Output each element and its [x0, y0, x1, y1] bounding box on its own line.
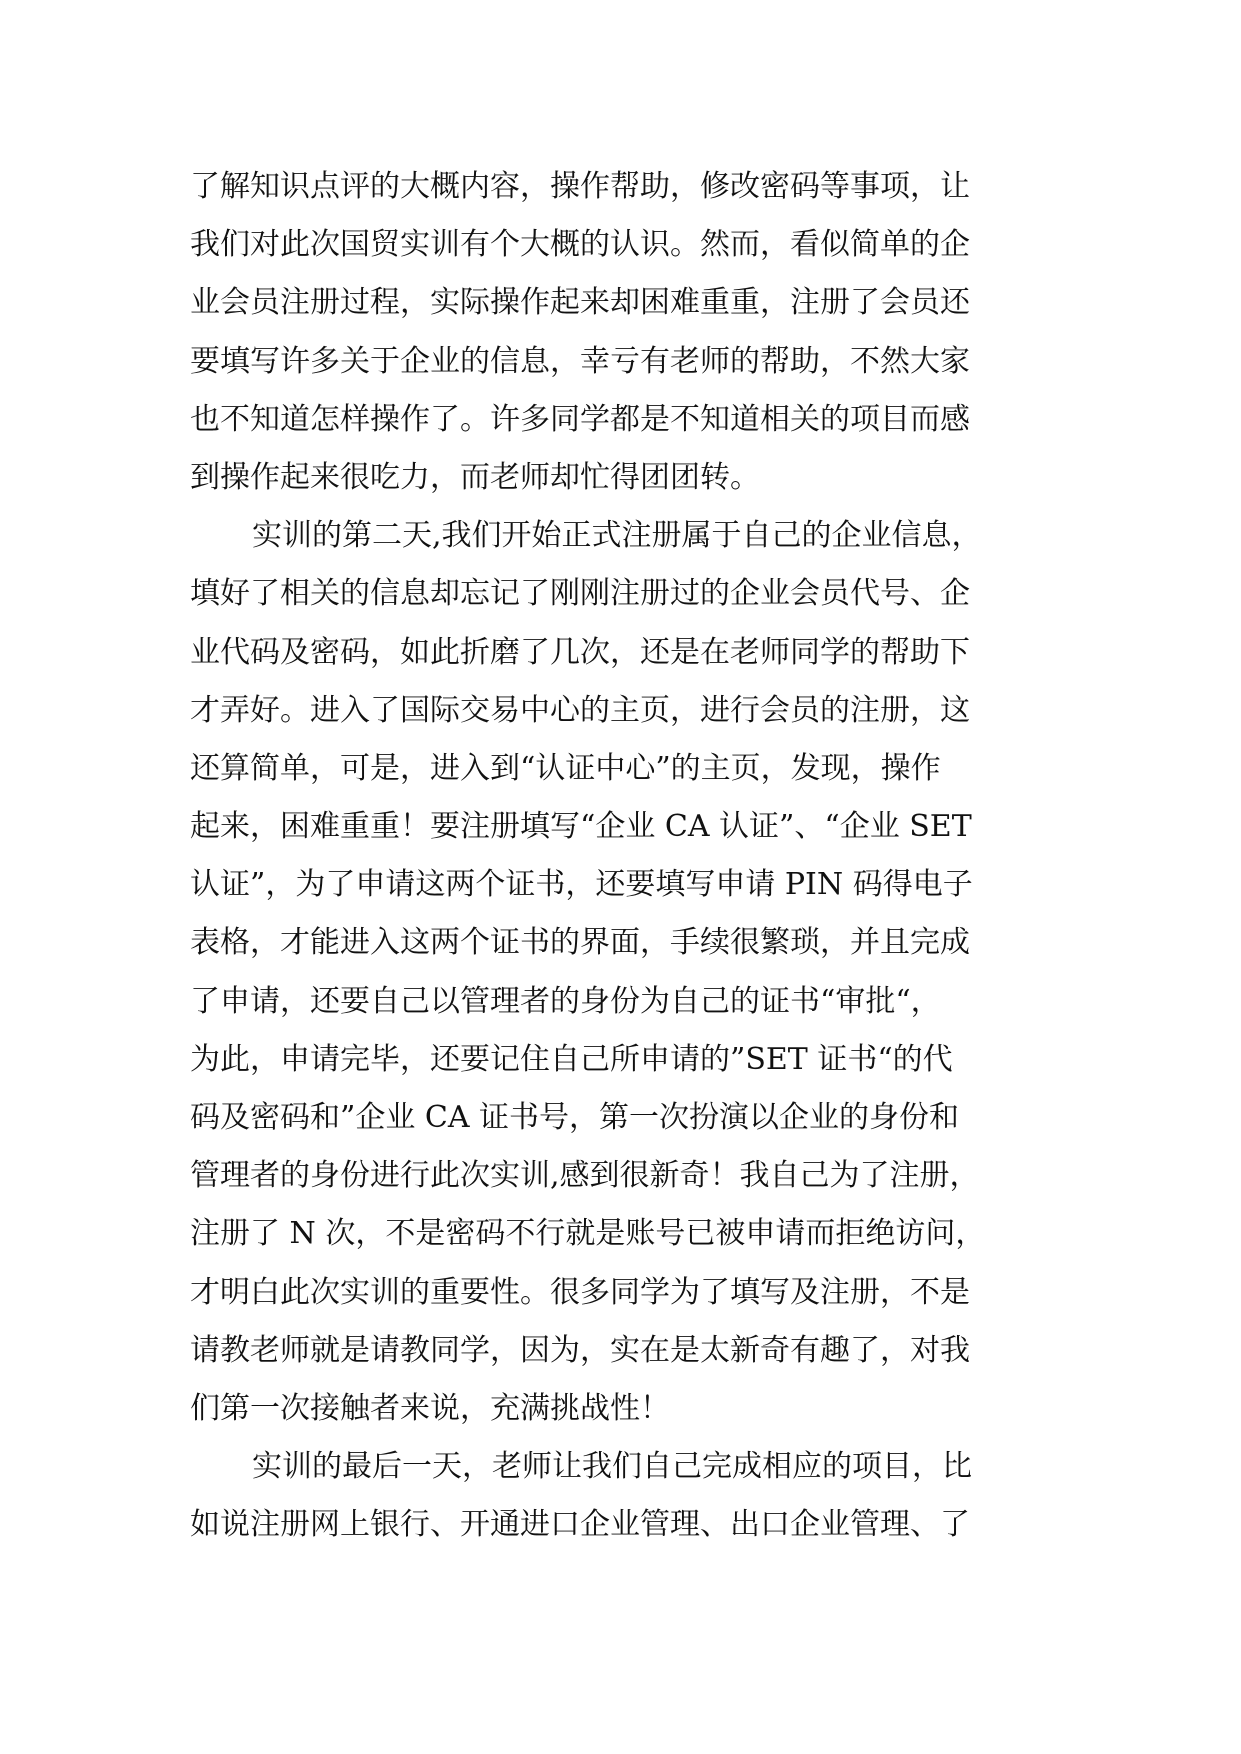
text-line: 了申请，还要自己以管理者的身份为自己的证书“审批“， [190, 983, 941, 1019]
text-line: 了解知识点评的大概内容，操作帮助，修改密码等事项，让 [190, 169, 970, 204]
text-line: 业代码及密码，如此折磨了几次，还是在老师同学的帮助下 [190, 634, 970, 670]
text-line: 们第一次接触者来说，充满挑战性！ [190, 1390, 670, 1426]
text-line: 要填写许多关于企业的信息，幸亏有老师的帮助，不然大家 [190, 343, 970, 379]
paragraph-start-line: 实训的第二天,我们开始正式注册属于自己的企业信息， [252, 518, 982, 554]
text-line: 表格，才能进入这两个证书的界面，手续很繁琐，并且完成 [190, 925, 970, 961]
text-line: 请教老师就是请教同学，因为，实在是太新奇有趣了，对我 [190, 1332, 970, 1368]
text-line: 还算简单，可是，进入到“认证中心”的主页，发现，操作 [190, 750, 941, 786]
text-line: 如说注册网上银行、开通进口企业管理、出口企业管理、了 [190, 1507, 970, 1543]
text-line: 填好了相关的信息却忘记了刚刚注册过的企业会员代号、企 [190, 576, 970, 612]
text-line: 业会员注册过程，实际操作起来却困难重重，注册了会员还 [190, 285, 970, 321]
body-text [190, 158, 1055, 1555]
text-line: 我们对此次国贸实训有个大概的认识。然而，看似简单的企 [190, 227, 970, 263]
text-line: 到操作起来很吃力，而老师却忙得团团转。 [190, 459, 760, 495]
text-line: 注册了 N 次，不是密码不行就是账号已被申请而拒绝访问， [190, 1216, 986, 1252]
text-line: 码及密码和”企业 CA 证书号，第一次扮演以企业的身份和 [190, 1100, 960, 1135]
text-line: 起来，困难重重！要注册填写“企业 CA 认证”、“企业 SET [190, 809, 972, 845]
text-line: 为此，申请完毕，还要记住自己所申请的”SET 证书“的代 [190, 1041, 953, 1077]
text-line: 管理者的身份进行此次实训,感到很新奇！我自己为了注册， [190, 1158, 980, 1194]
text-line: 才明白此次实训的重要性。很多同学为了填写及注册，不是 [190, 1274, 970, 1310]
paragraph-start-line: 实训的最后一天，老师让我们自己完成相应的项目，比 [252, 1449, 972, 1485]
text-line: 认证”，为了申请这两个证书，还要填写申请 PIN 码得电子 [190, 867, 973, 903]
text-line: 也不知道怎样操作了。许多同学都是不知道相关的项目而感 [190, 401, 970, 437]
text-line: 才弄好。进入了国际交易中心的主页，进行会员的注册，这 [190, 692, 970, 728]
